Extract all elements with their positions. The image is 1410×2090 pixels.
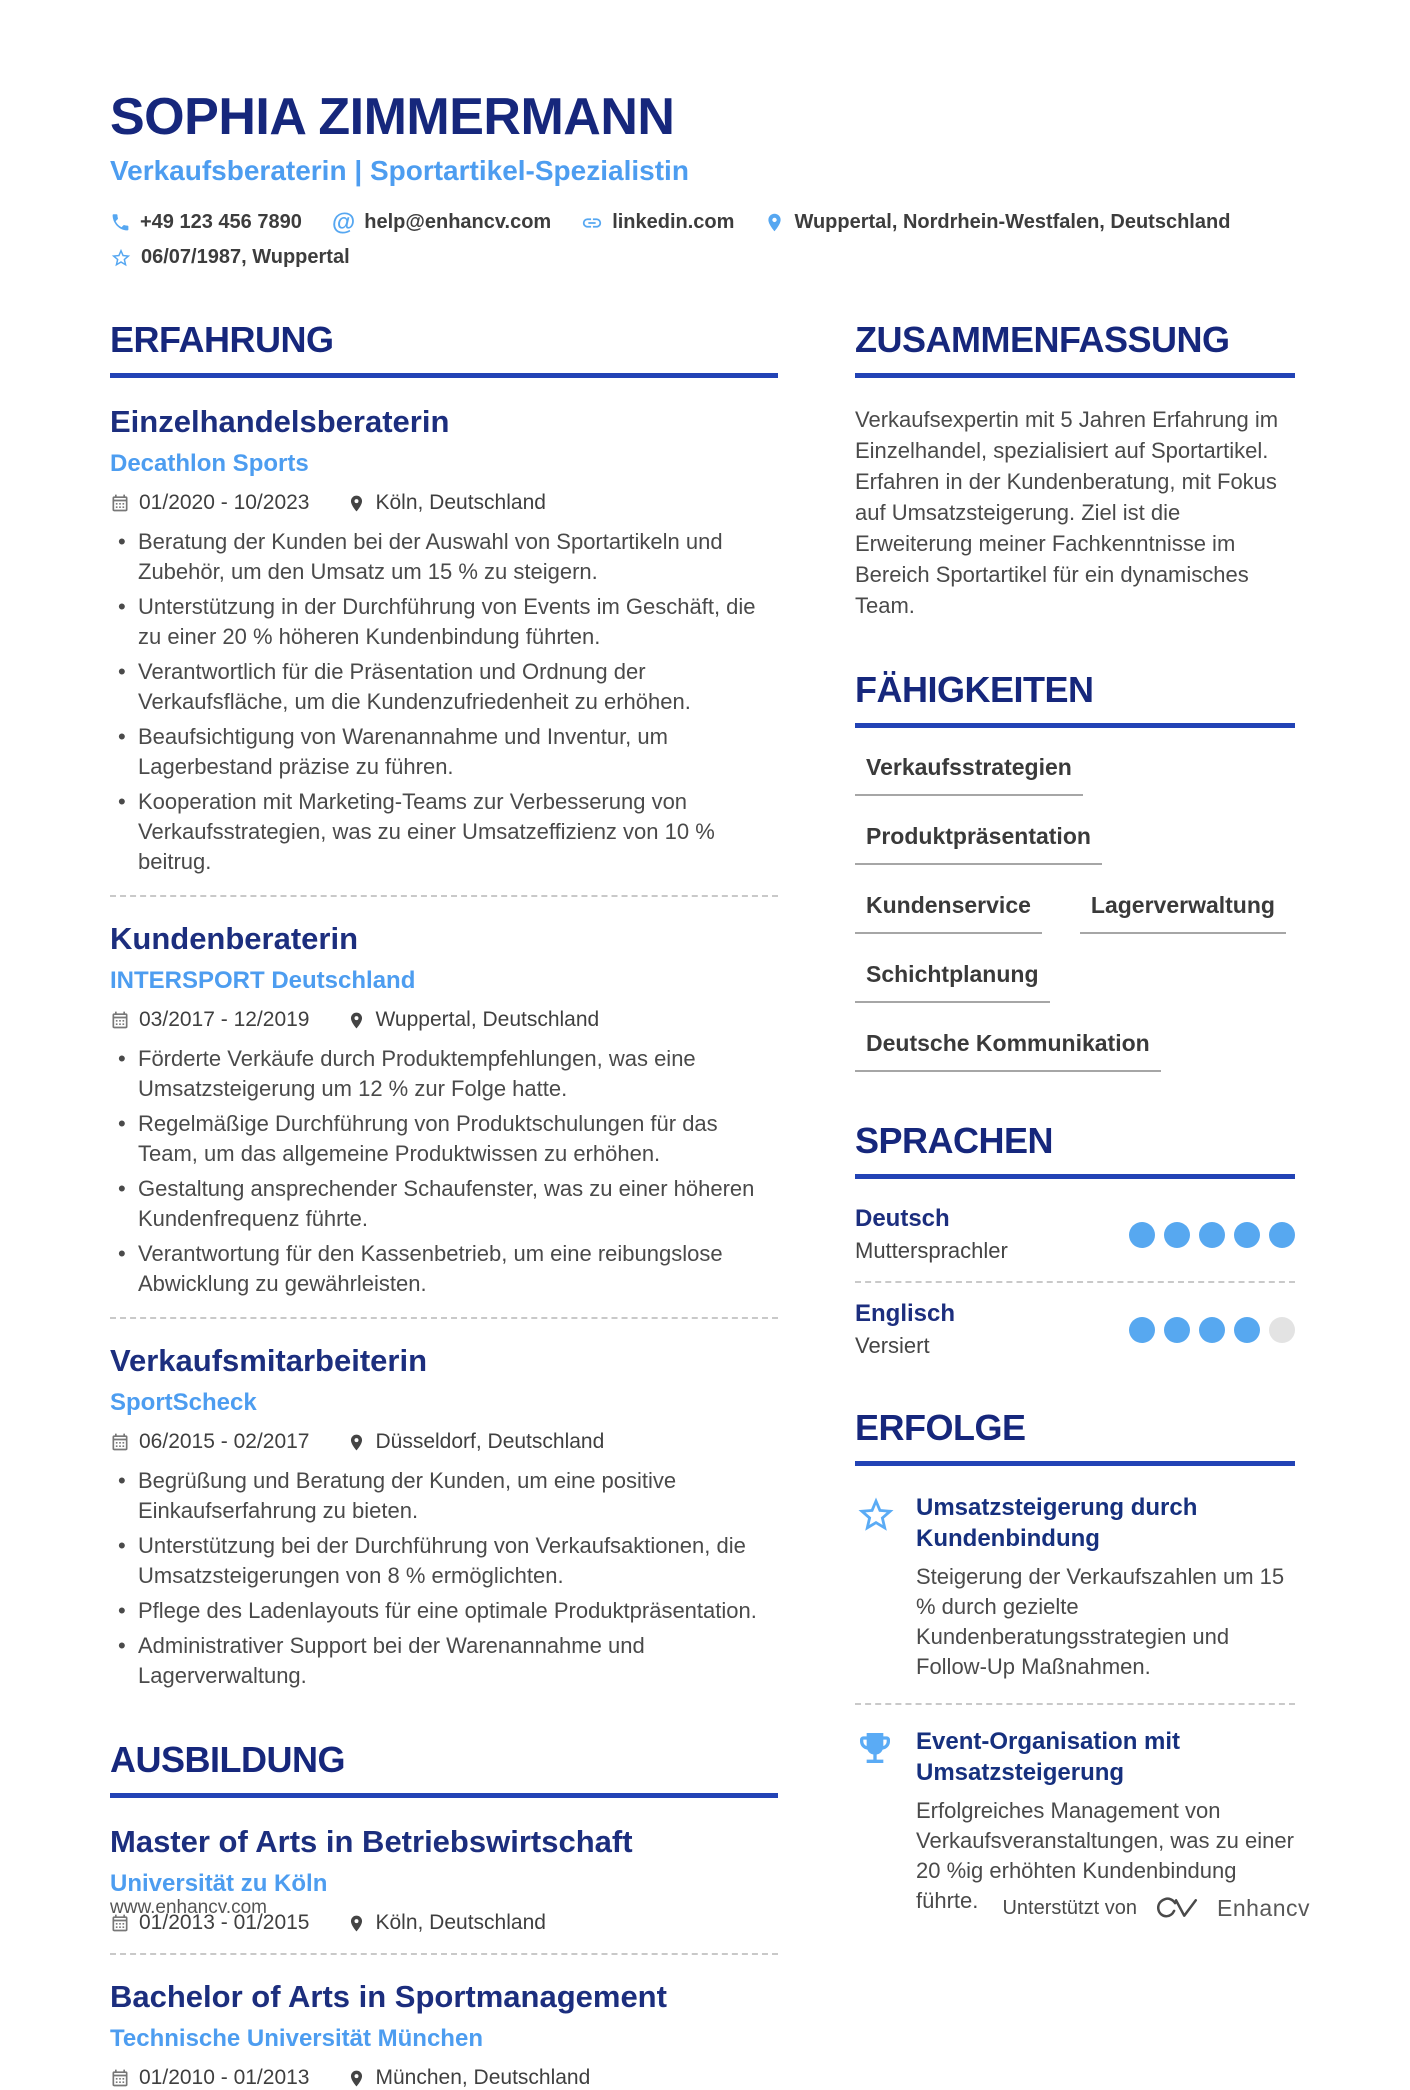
- job-bullets: [110, 1466, 778, 1691]
- bullet-item: • Unterstützung in der Durchführung von Events im Geschäft, die zu einer 20 % höheren Kundenbindung führten.: [110, 592, 778, 652]
- language-proficiency-dots: [1129, 1222, 1295, 1248]
- education-entry: [110, 1979, 778, 2090]
- contact-birthday: [110, 246, 350, 269]
- job-headline: Verkaufsberaterin | Sportartikel-Spezialistin: [110, 155, 689, 187]
- bullet-item: • Kooperation mit Marketing-Teams zur Verbesserung von Verkaufsstrategien, was zu einer Umsatzeffizienz von 10 % beitrug.: [110, 787, 778, 877]
- skill-tag: Kundenservice: [855, 892, 1042, 934]
- job-location: [347, 1430, 604, 1454]
- section-summary: [855, 319, 1295, 621]
- entry-divider: [855, 1281, 1295, 1283]
- footer-site-link[interactable]: www.enhancv.com: [110, 1897, 267, 1918]
- bullet-item: • Administrativer Support bei der Warenannahme und Lagerverwaltung.: [110, 1631, 778, 1691]
- achievement-text: Erfolgreiches Management von Verkaufsveranstaltungen, was zu einer 20 %ig erhöhten Kundenbindung führte.: [916, 1798, 1294, 1914]
- school-location-text: Köln, Deutschland: [375, 1911, 546, 1935]
- language-name: Deutsch: [855, 1205, 950, 1233]
- achievement-title: Event-Organisation mit Umsatzsteigerung: [916, 1728, 1181, 1787]
- skills-list: [855, 754, 1295, 1072]
- at-icon: @: [331, 208, 356, 236]
- achievement-item: [855, 1492, 1295, 1682]
- section-heading-skills: FÄHIGKEITEN: [855, 669, 1295, 728]
- language-level: Muttersprachler: [855, 1238, 1008, 1264]
- bullet-item: • Förderte Verkäufe durch Produktempfehlungen, was eine Umsatzsteigerung um 12 % zur Folge hatte.: [110, 1044, 778, 1104]
- contact-block: [110, 208, 1295, 269]
- job-location-text: Wuppertal, Deutschland: [375, 1008, 600, 1032]
- date-range-text: 03/2017 - 12/2019: [139, 1008, 310, 1032]
- language-item: [855, 1300, 1295, 1359]
- job-location-text: Köln, Deutschland: [375, 491, 546, 515]
- achievement-text: Steigerung der Verkaufszahlen um 15 % durch gezielte Kundenberatungsstrategien und Follow-Up Maßnahmen.: [916, 1564, 1285, 1680]
- entry-divider: [110, 895, 778, 897]
- degree-title: Bachelor of Arts in Sportmanagement: [110, 1979, 667, 2015]
- date-range-text: 01/2010 - 01/2013: [139, 2066, 310, 2090]
- job-location: [347, 491, 545, 515]
- contact-email-text: help@enhancv.com: [364, 211, 552, 234]
- school-location: [347, 2066, 590, 2090]
- contact-phone[interactable]: [110, 211, 302, 234]
- experience-entry: [110, 1343, 778, 1691]
- bullet-item: • Beratung der Kunden bei der Auswahl von Sportartikeln und Zubehör, um den Umsatz um 15 % zu steigern.: [110, 527, 778, 587]
- job-title: Einzelhandelsberaterin: [110, 404, 450, 440]
- entry-divider: [110, 1953, 778, 1955]
- bullet-item: • Unterstützung bei der Durchführung von Verkaufsaktionen, die Umsatzsteigerungen von 8 % ermöglichten.: [110, 1531, 778, 1591]
- person-name: SOPHIA ZIMMERMANN: [110, 88, 675, 146]
- bullet-item: • Gestaltung ansprechender Schaufenster, was zu einer höheren Kundenfrequenz führte.: [110, 1174, 778, 1234]
- skill-tag: Schichtplanung: [855, 961, 1050, 1003]
- date-range-text: 06/2015 - 02/2017: [139, 1430, 310, 1454]
- bullet-item: • Regelmäßige Durchführung von Produktschulungen für das Team, um das allgemeine Produktwissen zu erhöhen.: [110, 1109, 778, 1169]
- contact-location: [764, 211, 1230, 234]
- bullet-item: • Verantwortlich für die Präsentation und Ordnung der Verkaufsfläche, um die Kundenzufriedenheit zu erhöhen.: [110, 657, 778, 717]
- job-bullets: [110, 527, 778, 877]
- skill-tag: Lagerverwaltung: [1080, 892, 1286, 934]
- date-range: [110, 2066, 309, 2090]
- company-name: Decathlon Sports: [110, 450, 309, 478]
- phone-icon: [110, 212, 131, 233]
- section-skills: [855, 669, 1295, 1072]
- contact-link-text: linkedin.com: [612, 211, 735, 234]
- trophy-icon: [855, 1728, 895, 1768]
- powered-by-label: Unterstützt von: [1002, 1896, 1137, 1919]
- language-proficiency-dots: [1129, 1317, 1295, 1343]
- pin-icon: [347, 494, 366, 513]
- contact-location-text: Wuppertal, Nordrhein-Westfalen, Deutschland: [794, 211, 1231, 234]
- job-title: Kundenberaterin: [110, 921, 359, 957]
- contact-email[interactable]: [331, 208, 552, 236]
- calendar-icon: [110, 1432, 130, 1452]
- language-level: Versiert: [855, 1333, 930, 1359]
- experience-entry: [110, 921, 778, 1299]
- date-range: [110, 1430, 309, 1454]
- skill-tag: Produktpräsentation: [855, 823, 1102, 865]
- section-heading-education: AUSBILDUNG: [110, 1739, 778, 1798]
- achievement-item: [855, 1726, 1295, 1916]
- section-heading-languages: SPRACHEN: [855, 1120, 1295, 1179]
- company-name: SportScheck: [110, 1389, 257, 1417]
- enhancv-brand-label[interactable]: Enhancv: [1216, 1894, 1310, 1921]
- date-range-text: 01/2013 - 01/2015: [139, 1911, 310, 1935]
- achievement-title: Umsatzsteigerung durch Kundenbindung: [916, 1494, 1198, 1553]
- skill-tag: Verkaufsstrategien: [855, 754, 1083, 796]
- bullet-item: • Verantwortung für den Kassenbetrieb, um eine reibungslose Abwicklung zu gewährleisten.: [110, 1239, 778, 1299]
- calendar-icon: [110, 1010, 130, 1030]
- calendar-icon: [110, 2068, 130, 2088]
- school-name: Technische Universität München: [110, 2025, 483, 2053]
- bullet-item: • Beaufsichtigung von Warenannahme und Inventur, um Lagerbestand präzise zu führen.: [110, 722, 778, 782]
- contact-phone-text: +49 123 456 7890: [140, 211, 302, 234]
- language-item: [855, 1205, 1295, 1264]
- school-name: Universität zu Köln: [110, 1870, 328, 1898]
- page-footer: [110, 1893, 1310, 1923]
- bullet-item: • Pflege des Ladenlayouts für eine optimale Produktpräsentation.: [110, 1596, 778, 1626]
- section-heading-achievements: ERFOLGE: [855, 1407, 1295, 1466]
- job-location-text: Düsseldorf, Deutschland: [375, 1430, 605, 1454]
- pin-icon: [347, 1433, 366, 1452]
- language-name: Englisch: [855, 1300, 956, 1328]
- section-achievements: [855, 1407, 1295, 1916]
- school-location-text: München, Deutschland: [375, 2066, 591, 2090]
- summary-text: Verkaufsexpertin mit 5 Jahren Erfahrung im Einzelhandel, spezialisiert auf Sportartikel. Erfahren in der Kundenberatung, mit Fokus auf Umsatzsteigerung. Ziel ist die Erweiterung meiner Fachkenntnisse im Bereich Sportartikel für ein dynamisches Team.: [855, 407, 1279, 619]
- contact-birthday-text: 06/07/1987, Wuppertal: [141, 246, 350, 269]
- bullet-item: • Begrüßung und Beratung der Kunden, um eine positive Einkaufserfahrung zu bieten.: [110, 1466, 778, 1526]
- section-languages: [855, 1120, 1295, 1359]
- section-experience: [110, 319, 778, 1691]
- pin-icon: [347, 2069, 366, 2088]
- job-bullets: [110, 1044, 778, 1299]
- star-icon: [110, 247, 132, 269]
- date-range: [110, 491, 309, 515]
- entry-divider: [855, 1703, 1295, 1705]
- pin-icon: [347, 1011, 366, 1030]
- skill-tag: Deutsche Kommunikation: [855, 1030, 1161, 1072]
- company-name: INTERSPORT Deutschland: [110, 967, 416, 995]
- date-range: [110, 1008, 309, 1032]
- entry-divider: [110, 1317, 778, 1319]
- calendar-icon: [110, 493, 130, 513]
- section-heading-summary: ZUSAMMENFASSUNG: [855, 319, 1295, 378]
- star-icon: [855, 1494, 897, 1536]
- section-heading-experience: ERFAHRUNG: [110, 319, 778, 378]
- enhancv-logo-icon[interactable]: [1151, 1893, 1203, 1923]
- link-icon: [581, 212, 603, 234]
- resume-header: [110, 88, 1295, 269]
- job-title: Verkaufsmitarbeiterin: [110, 1343, 428, 1379]
- contact-link[interactable]: [581, 211, 734, 234]
- pin-icon: [764, 212, 785, 233]
- date-range-text: 01/2020 - 10/2023: [139, 491, 310, 515]
- experience-entry: [110, 404, 778, 877]
- degree-title: Master of Arts in Betriebswirtschaft: [110, 1824, 633, 1860]
- job-location: [347, 1008, 599, 1032]
